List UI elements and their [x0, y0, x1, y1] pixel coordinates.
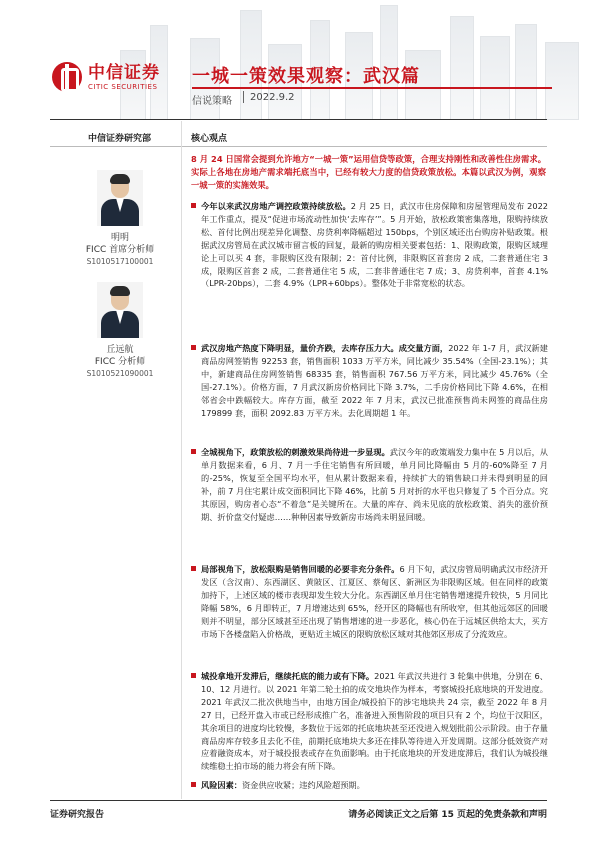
bullet-icon: [191, 203, 196, 208]
point-body: 6 月下旬，武汉房管局明确武汉市经济开发区（含汉南）、东西湖区、黄陂区、江夏区、蔡甸区、新洲区为非限购区域。但在同样的政策加持下，上述区域的楼市表现却发生较大分化。东西湖区单月住宅销售增速提升较快，5 月同比降幅 58%，6 月即转正，7 月增速达到 65%，经开区的降幅也有所收窄，但其他远郊区的回暖则并不明显，部分区域甚至还出现了销售增速的进一步恶化，核心仍在于远城区供给太大，买方市场下各楼盘陷入价格战，更贴近主城区的限购放松区域对其他郊区形成了分流效应。: [201, 564, 548, 639]
analyst-id: S1010517100001: [86, 257, 154, 266]
column-divider: [181, 121, 182, 799]
footer-rule: [50, 800, 547, 801]
analyst-photo: [97, 282, 143, 338]
analyst-name: 明明: [110, 233, 129, 243]
citic-logo-icon: [52, 62, 82, 92]
bullet-icon: [191, 673, 196, 678]
header-skyline-background: [0, 0, 595, 120]
research-dept-heading: 中信证券研究部: [88, 134, 152, 144]
header-rule: [50, 119, 547, 120]
report-title: 一城一策效果观察：武汉篇: [192, 66, 420, 87]
point-lead: 城投拿地开发滞后，继续托底的能力或有下降。: [201, 671, 375, 681]
bullet-icon: [191, 345, 196, 350]
citic-logo: [52, 62, 160, 92]
key-point: [191, 670, 548, 773]
footer-report-type: 证券研究报告: [50, 810, 105, 820]
point-body: 2021 年武汉共进行 3 轮集中供地，分别在 6、10、12 月进行。以 2021 年第二轮土拍的成交地块作为样本，考察城投托底地块的开发进度。2021 年武汉二批次供地当中，由地方国企/城投拍下的涉宅地块共 24 宗，截至 2022 年 8 月 27 日，已经开盘入市或已经形成推广名，准备进入预售阶段的项目只有 2 个，均位于汉阳区，其余项目的进度均比较慢，多数位于远郊的托底地块甚至还没进入规划批前公示阶段。由于存量商品房库存较多且去化不佳，前期托底地块大多还在排队等待进入开发周期。这部分低效资产对应着融资成本，对于城投报表或存在负面影响。由于托底地块的开发进度滞后，我们认为城投继续维稳土拍市场的能力将会有所下降。: [201, 671, 548, 772]
point-body: 资金供应收紧；违约风险超预期。: [241, 780, 365, 790]
key-point: [191, 342, 548, 419]
point-lead: 今年以来武汉房地产调控政策持续放松。: [201, 201, 351, 211]
core-views-heading: 核心观点: [191, 134, 228, 144]
logo-chinese-name: 中信证券: [88, 62, 160, 83]
analyst-card: [55, 344, 185, 380]
point-body: 2 月 25 日，武汉市住房保障和房屋管理局发布 2022 年工作重点，提及“促进市场流动性加快‘去库存’”。5 月开始，放松政策密集落地，限购持续放松、首付比例出现差异化调整、房贷利率降幅超过 150bps，个别区域还出台购房补贴政策。根据武汉房管局在武汉城市留言板的回复，最新的购房相关要素包括：1、限购政策，限购区域理论上可以买 4 套，非限购区没有限制；2：首付比例，非限购区首套房 2 成，二套普通住宅 3 成，限购区首套 2 成，二套普通住宅 5 成，二套非普通住宅 7 成；3、房贷利率，首套 4.1%（LPR-20bps），二套 4.9%（LPR+60bps）。整体处于非常宽松的状态。: [201, 201, 548, 289]
analyst-role: FICC 首席分析师: [85, 245, 155, 255]
analyst-card: [55, 232, 185, 268]
key-point: [191, 563, 548, 640]
footer-disclaimer: 请务必阅读正文之后第 15 页起的免责条款和声明: [348, 810, 547, 820]
key-point: [191, 200, 548, 290]
logo-english-name: CITIC SECURITIES: [88, 82, 158, 91]
point-lead: 武汉房地产热度下降明显，量价齐跌，去库存压力大。成交量方面，: [201, 343, 449, 353]
point-lead: 风险因素：: [201, 780, 242, 790]
section-heading-rule: [50, 146, 547, 147]
bullet-icon: [191, 449, 196, 454]
bullet-icon: [191, 782, 196, 787]
key-point: [191, 446, 548, 523]
report-date: 2022.9.2: [250, 92, 295, 103]
title-divider: [192, 87, 552, 89]
key-point: [191, 779, 548, 792]
point-lead: 局部视角下，放松限购是销售回暖的必要非充分条件。: [201, 564, 400, 574]
analyst-photo: [97, 170, 143, 226]
analyst-name: 丘远航: [106, 345, 134, 355]
point-body: 2022 年 1-7 月，武汉新建商品房网签销售 92253 套，销售面积 1033 万平方米，同比减少 35.54%（全国-23.1%）；其中，新建商品住房网签销售 68335 套，销售面积 767.56 万平方米，同比减少 45.76%（全国-27.1%）。价格方面，7 月武汉新房价格同比下降 3.7%，二手房价格同比下降 4.6%，在相邻省会中跌幅较大。库存方面，截至 2022 年 7 月末，武汉已批准预售尚未网签的商品住房 179899 套，面积 2092.83 万平方米。去化周期超 1 年。: [201, 343, 548, 418]
bullet-icon: [191, 566, 196, 571]
point-body: 武汉今年的政策端发力集中在 5 月以后，从单月数据来看，6 月、7 月一手住宅销售有所回暖，单月同比降幅由 5 月的-60%降至 7 月的-25%，恢复至全国平均水平，但从累计数据来看，持续扩大的销售缺口并未得到明显的回补，前 7 月住宅累计成交面积同比下降 46%，比前 5 月对折的水平也只修复了 5 个百分点。究其原因，购房者心态“不着急”是关键所在。大量的库存、尚未见底的放松政策、消失的涨价预期、折价盘交付疑虑……种种因素导致新房市场尚未明显回暖。: [201, 447, 548, 522]
analyst-id: S1010521090001: [86, 369, 154, 378]
core-summary: 8 月 24 日国常会提到允许地方“一城一策”运用信贷等政策，合理支持刚性和改善性住房需求。实际上各地在房地产需求端托底当中，已经有较大力度的信贷政策放松。本篇以武汉为例，观察一城一策的实施效果。: [191, 154, 546, 190]
subtitle-separator: [243, 91, 244, 103]
point-lead: 全城视角下，政策放松的刺激效果尚待进一步显现。: [201, 447, 390, 457]
report-series: 信说策略: [192, 96, 232, 107]
analyst-role: FICC 分析师: [94, 357, 146, 367]
